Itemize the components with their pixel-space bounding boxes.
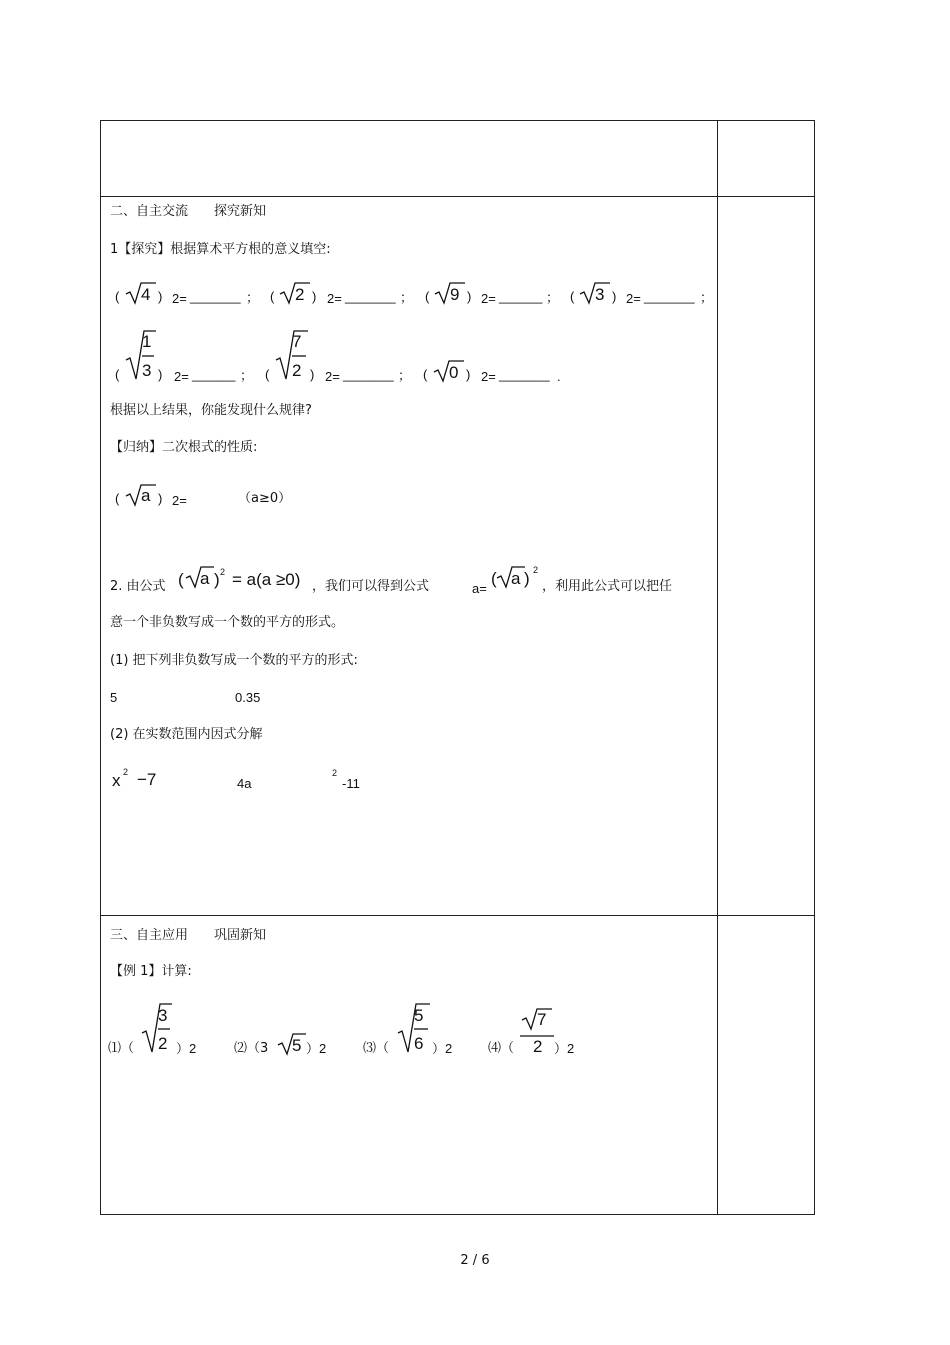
property-condition: （a≥0）	[238, 491, 292, 506]
sqrt-sign	[142, 1003, 172, 1053]
paren-open: (	[265, 367, 270, 382]
paren-open: (	[178, 570, 184, 589]
separator: ；	[700, 291, 714, 306]
formula-exponent: 2	[533, 565, 539, 575]
radicand: 4	[141, 285, 151, 304]
factor2-rest: -11	[342, 776, 360, 791]
value-item: 5	[110, 690, 118, 705]
fraction-numerator: 3	[158, 1006, 168, 1025]
property-variable: a	[141, 486, 151, 505]
example-item-label: ⑴（	[108, 1041, 135, 1056]
paren-close: )	[158, 289, 163, 304]
fraction-numerator: 5	[414, 1006, 424, 1025]
answer-blank: ______	[499, 289, 543, 304]
formula-variable: a	[511, 569, 521, 588]
exp-eq: 2=	[481, 291, 496, 306]
example-label: 【例 1】计算:	[110, 964, 192, 979]
fraction-denominator: 2	[158, 1034, 168, 1053]
factor1-rest: −7	[137, 770, 157, 789]
radicand: 9	[450, 285, 460, 304]
factor2-term: 4a	[237, 776, 252, 791]
separator: ；	[246, 291, 260, 306]
q2-intro: 2. 由公式	[110, 579, 166, 594]
fraction-denominator: 2	[533, 1037, 543, 1056]
fraction-denominator: 3	[142, 361, 152, 380]
formula-variable: a	[200, 569, 210, 588]
paren-close: )	[158, 367, 163, 382]
exp-eq: 2=	[327, 291, 342, 306]
paren-close: )	[312, 289, 317, 304]
formula-exponent: 2	[220, 567, 226, 577]
q1-label: 1【探究】根据算术平方根的意义填空:	[110, 242, 331, 257]
sqrt-sign	[126, 330, 156, 380]
fraction-numerator: 1	[142, 332, 152, 351]
paren-close: )	[466, 367, 471, 382]
answer-blank: _______	[190, 289, 241, 304]
section2-heading: 二、自主交流 探究新知	[110, 204, 267, 219]
answer-blank: ______	[192, 367, 236, 382]
separator: ；	[400, 291, 414, 306]
paren-open: (	[115, 491, 120, 506]
property-eq: 2=	[172, 493, 187, 508]
period: .	[557, 369, 561, 384]
formula-rhs: = a(a ≥0)	[232, 570, 301, 589]
paren-open: (	[570, 289, 575, 304]
separator: ；	[240, 369, 254, 384]
paren-close: )	[310, 367, 315, 382]
paren-open: (	[115, 367, 120, 382]
paren-close: )	[612, 289, 617, 304]
column-divider	[717, 121, 718, 1214]
radicand: 2	[295, 285, 305, 304]
exp-eq: 2=	[325, 369, 340, 384]
separator: ；	[546, 291, 560, 306]
example-item-tail: ）2	[176, 1041, 197, 1056]
exp-eq: 2=	[172, 291, 187, 306]
answer-blank: _______	[499, 367, 550, 382]
paren-open: (	[425, 289, 430, 304]
row-divider-1	[101, 196, 814, 197]
paren-close: )	[158, 491, 163, 506]
paren-close: )	[467, 289, 472, 304]
example-item-tail: ）2	[306, 1041, 327, 1056]
factor1-exponent: 2	[123, 767, 129, 777]
paren-open: (	[423, 367, 428, 382]
exp-eq: 2=	[174, 369, 189, 384]
summary-label: 【归纳】二次根式的性质:	[110, 440, 258, 455]
example-item-tail: ）2	[432, 1041, 453, 1056]
radicand: 0	[449, 363, 459, 382]
q2-mid: ，我们可以得到公式	[312, 579, 430, 594]
example-item-label: ⑵（3	[234, 1041, 269, 1056]
discover-question: 根据以上结果，你能发现什么规律?	[110, 403, 312, 418]
formula-a-eq: a=	[472, 581, 487, 596]
value-item: 0.35	[235, 690, 261, 705]
row-divider-2	[101, 915, 814, 916]
separator: ；	[398, 369, 412, 384]
q2-line2: 意一个非负数写成一个数的平方的形式。	[110, 615, 345, 630]
example-item-label: ⑶（	[363, 1041, 390, 1056]
q2-sub1: (1) 把下列非负数写成一个数的平方的形式:	[110, 653, 358, 668]
example-item-tail: ）2	[554, 1041, 575, 1056]
fraction-denominator: 2	[292, 361, 302, 380]
exp-eq: 2=	[481, 369, 496, 384]
section3-heading: 三、自主应用 巩固新知	[110, 928, 267, 943]
factor1-base: x	[112, 771, 121, 790]
radicand: 3	[595, 285, 605, 304]
fraction-numerator: 7	[537, 1010, 547, 1029]
q2-tail: ，利用此公式可以把任	[542, 579, 673, 594]
q2-sub2: (2) 在实数范围内因式分解	[110, 727, 263, 742]
page-number: 2 / 6	[460, 1253, 490, 1268]
fraction-numerator: 7	[292, 332, 302, 351]
factor2-exponent: 2	[332, 768, 338, 778]
radicand: 5	[292, 1036, 302, 1055]
paren-open: (	[491, 569, 497, 588]
paren-open: (	[270, 289, 275, 304]
answer-blank: _______	[644, 289, 695, 304]
paren-open: (	[115, 289, 120, 304]
fraction-denominator: 6	[414, 1034, 424, 1053]
paren-close: )	[524, 569, 530, 588]
answer-blank: _______	[345, 289, 396, 304]
paren-close: )	[214, 570, 220, 589]
exp-eq: 2=	[626, 291, 641, 306]
example-item-label: ⑷（	[488, 1041, 515, 1056]
answer-blank: _______	[343, 367, 394, 382]
